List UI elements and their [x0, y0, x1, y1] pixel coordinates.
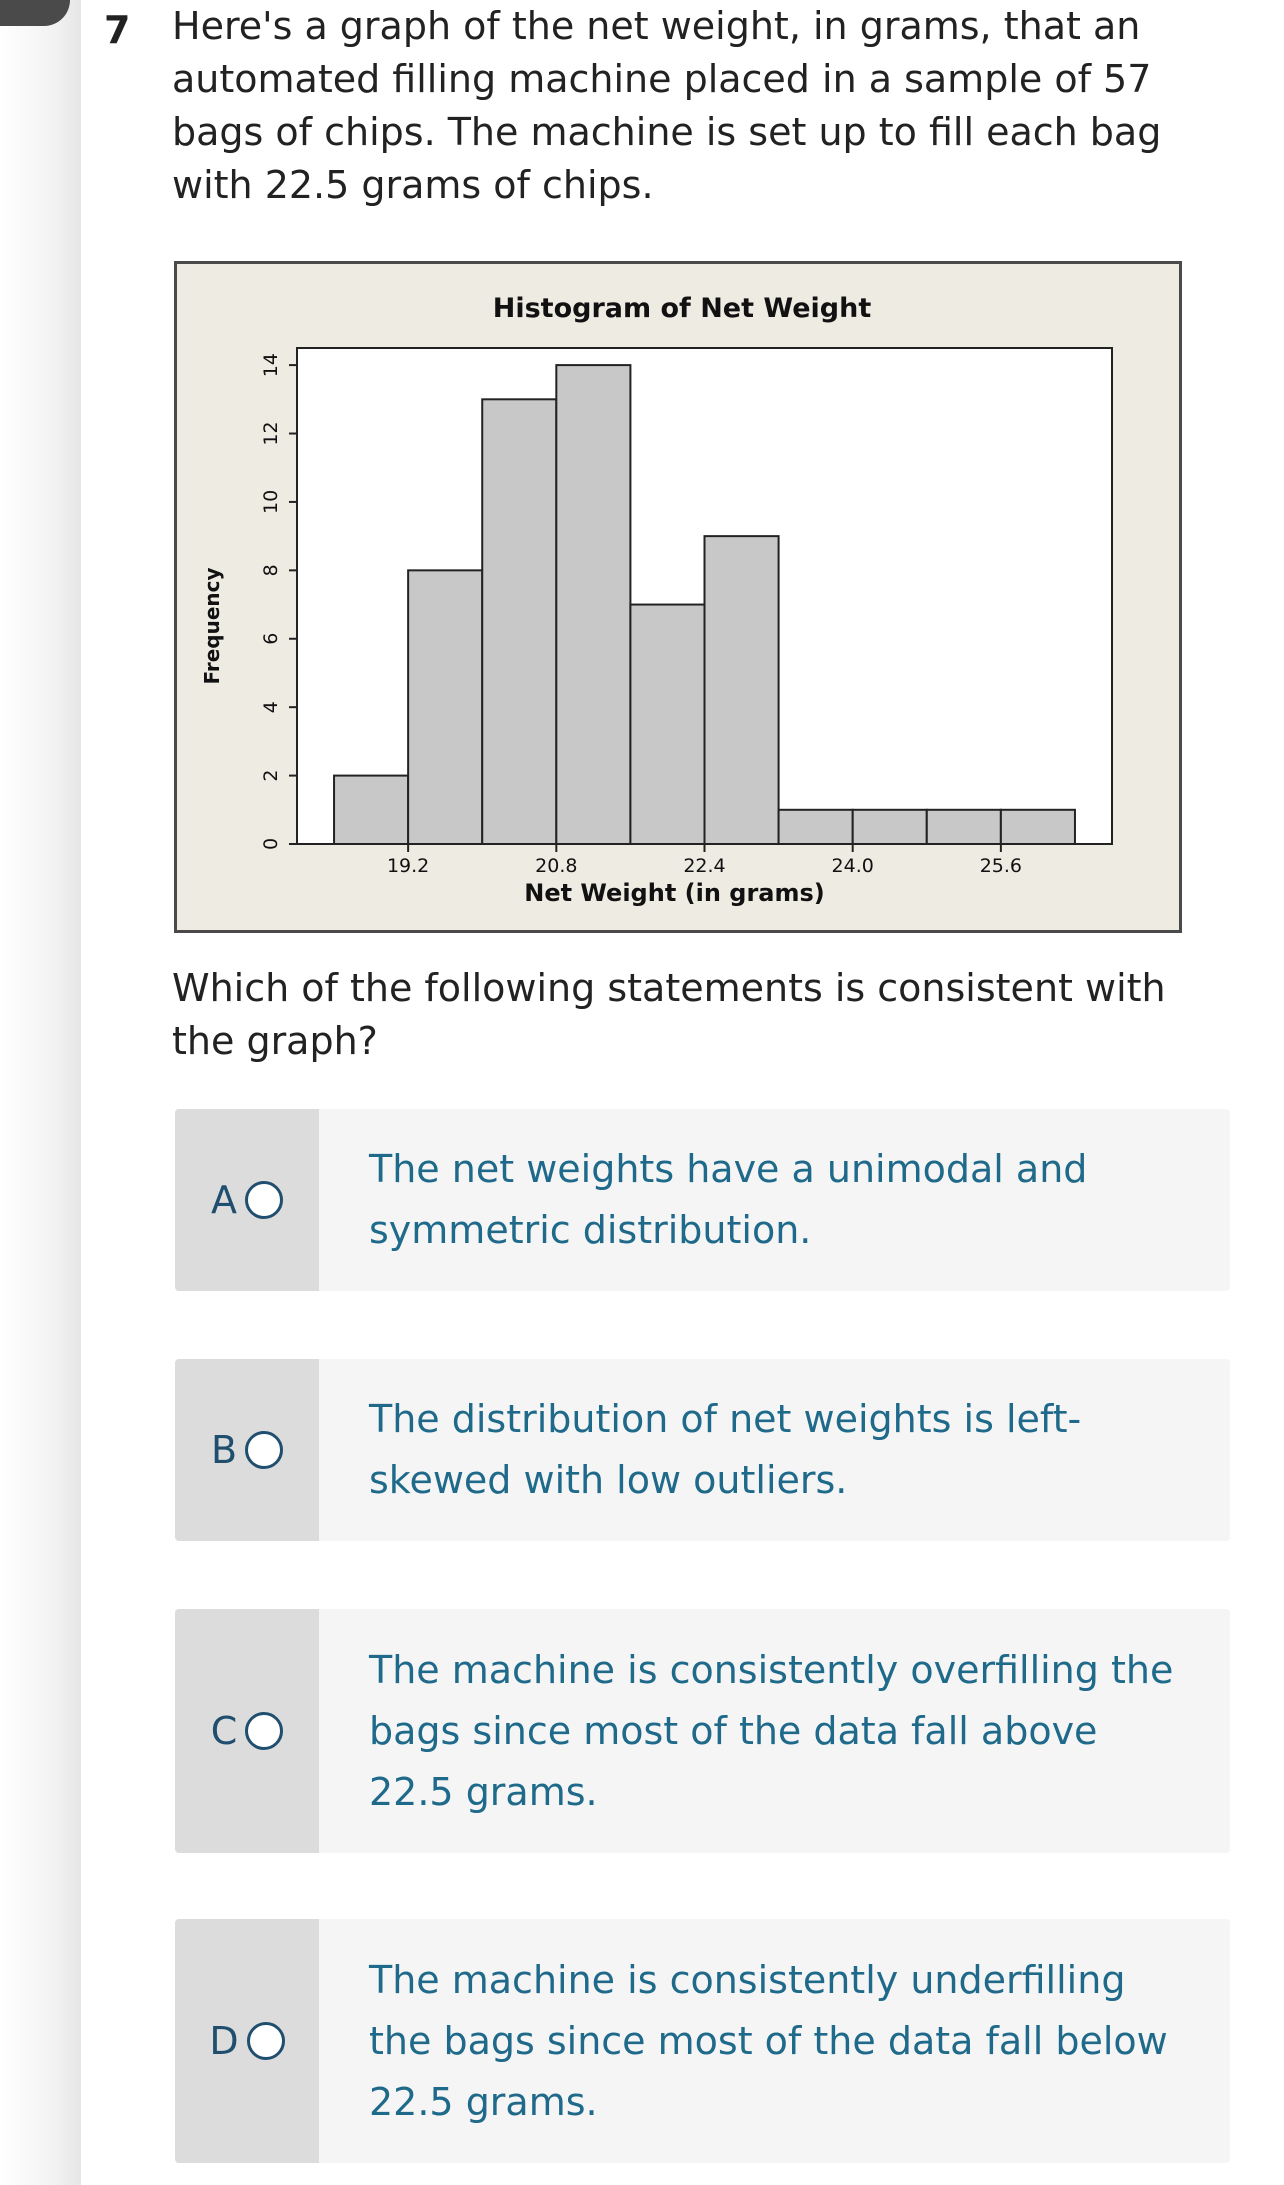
histogram-svg [177, 264, 1179, 930]
y-tick-label: 8 [260, 564, 282, 577]
histogram-bar [705, 536, 779, 844]
radio-button-icon[interactable] [245, 1431, 283, 1469]
answer-choice-c[interactable] [175, 1609, 1230, 1853]
choice-selector[interactable] [175, 1109, 319, 1291]
question-number: 7 [104, 8, 131, 52]
choice-letter: D [209, 2019, 239, 2063]
radio-button-icon[interactable] [245, 1712, 283, 1750]
radio-button-icon[interactable] [247, 2022, 285, 2060]
x-tick-label: 22.4 [683, 855, 726, 877]
histogram-bar [556, 365, 630, 844]
y-tick-label: 6 [260, 632, 282, 645]
x-tick-label: 24.0 [831, 855, 874, 877]
choice-letter: A [211, 1178, 237, 1222]
histogram-bar [779, 810, 853, 844]
chart-title: Histogram of Net Weight [492, 293, 872, 324]
x-tick-label: 19.2 [386, 855, 430, 877]
y-axis-label: Frequency [200, 567, 224, 685]
x-tick-label: 25.6 [979, 855, 1023, 877]
answer-choice-a[interactable] [175, 1109, 1230, 1291]
histogram-bar [408, 570, 482, 844]
choice-selector[interactable] [175, 1359, 319, 1541]
histogram-bar [630, 605, 704, 844]
histogram-chart [174, 261, 1182, 933]
y-tick-label: 0 [260, 837, 282, 851]
radio-button-icon[interactable] [245, 1181, 283, 1219]
x-tick-label: 20.8 [535, 855, 578, 877]
question-prompt: Which of the following statements is consistent with the graph? [172, 966, 1166, 1063]
choice-text: The machine is consistently overfilling the bags since most of the data fall above 22.5 grams. [369, 1647, 1174, 1814]
histogram-bar [927, 810, 1001, 844]
choice-text: The machine is consistently underfilling the bags since most of the data fall below 22.5 grams. [369, 1957, 1168, 2124]
histogram-bar [482, 399, 556, 844]
choice-letter: C [210, 1709, 238, 1753]
answer-choice-d[interactable] [175, 1919, 1230, 2163]
choice-selector[interactable] [175, 1609, 319, 1853]
histogram-bar [1001, 810, 1075, 844]
question-stem: Here's a graph of the net weight, in grams, that an automated filling machine placed in a sample of 57 bags of chips. The machine is set up to fill each bag with 22.5 grams of chips. [172, 4, 1162, 207]
y-tick-label: 12 [260, 421, 282, 446]
histogram-bar [853, 810, 927, 844]
y-tick-label: 10 [260, 489, 282, 515]
y-tick-label: 14 [260, 353, 282, 378]
y-tick-label: 4 [260, 701, 282, 714]
left-gutter [0, 0, 81, 2185]
histogram-bar [334, 776, 408, 844]
y-tick-label: 2 [260, 769, 282, 782]
x-axis-label: Net Weight (in grams) [524, 879, 825, 907]
choice-letter: B [210, 1428, 238, 1472]
choice-text: The net weights have a unimodal and symmetric distribution. [369, 1147, 1088, 1252]
choice-selector[interactable] [175, 1919, 319, 2163]
answer-choice-b[interactable] [175, 1359, 1230, 1541]
choice-text: The distribution of net weights is left-skewed with low outliers. [369, 1397, 1082, 1502]
